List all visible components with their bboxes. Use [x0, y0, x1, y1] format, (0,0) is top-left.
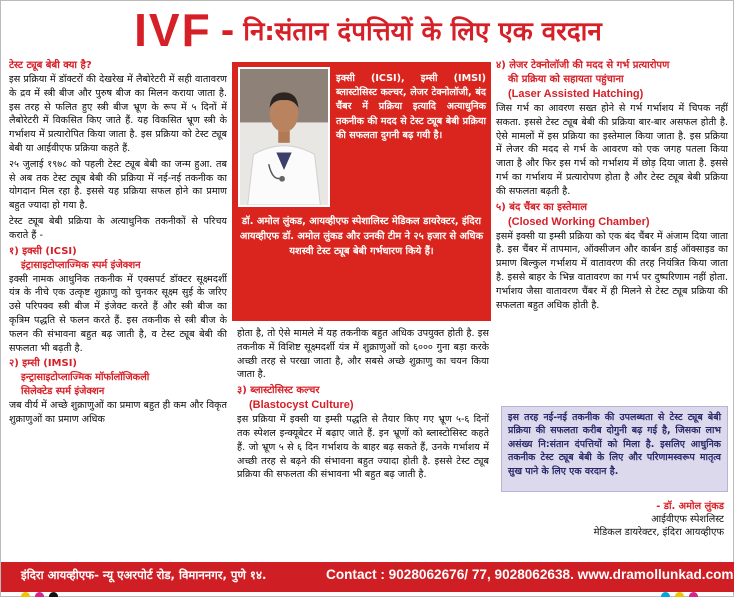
registration-dot: [35, 592, 44, 597]
section-english-heading: (Blastocyst Culture): [249, 399, 354, 412]
signature-title: मेडिकल डायरेक्टर, इंदिरा आयव्हीएफ: [593, 527, 724, 538]
section-heading-imsi: २) इम्सी (IMSI): [9, 358, 77, 370]
footer-contact: Contact : 9028062676/ 77, 9028062638. www.dramollunkad.com: [326, 567, 734, 582]
article-text: [496, 102, 728, 199]
headline-ivf: IVF: [134, 4, 212, 56]
section-subheading: सिलेक्टेड स्पर्म इंजेक्शन: [21, 386, 105, 398]
headline-dash: -: [220, 7, 235, 52]
signature-name: - डॉ. अमोल लुंकड: [656, 501, 724, 512]
section-heading-laser: ४) लेजर टेक्नोलॉजी की मदद से गर्भ प्रत्यारोपण: [496, 60, 670, 71]
article-text: [496, 230, 728, 313]
article-text: [9, 273, 227, 356]
section-subheading: इंट्रासाइटोप्लाज्मिक स्पर्म इंजेक्शन: [21, 259, 141, 271]
doctor-feature-box: [232, 62, 491, 321]
paragraph: जब वीर्य में अच्छे शुक्राणुओं का प्रमाण बहुत ही कम और विकृत शुक्राणुओं का प्रमाण अधिक: [9, 400, 227, 426]
registration-dot: [49, 592, 58, 597]
registration-dot: [661, 592, 670, 597]
article-text: [237, 327, 489, 382]
article-text: [9, 399, 227, 427]
signature-title: आईवीएफ स्पेशलिस्ट: [651, 514, 724, 525]
section-english-heading: (Closed Working Chamber): [508, 215, 650, 228]
doctor-photo: [238, 67, 330, 207]
paragraph: इस प्रक्रिया में डॉक्टरों की देखरेख में लैबोरेटरी में सही वातावरण के द्रव में स्त्री बीज और पुरुष बीज का मिलन कराया जाता है. इस तरह से फलित हुए स्त्री बीज भ्रूण के रूप में ५ दिनों में लैबोरेटरी में विकसित किए जाते हैं. यह विकसित भ्रूण स्त्री के गर्भाशय में प्रत्यारोपित किया जाता है. इस प्रक्रिया को टेस्ट ट्यूब बेबी या आईवीएफ प्रक्रिया कहते हैं.: [9, 74, 227, 154]
paragraph: इसमें इक्सी या इम्सी प्रक्रिया को एक बंद चैंबर में अंजाम दिया जाता है. इस चैंबर में तापमान, ऑक्सीजन और कार्बन डाई ऑक्साइड का प्रमाण बिल्कुल गर्भाशय में वातावरण की तरह नियंत्रित किया जाता है. इससे बाहर के भिन्न वातावरण का गर्भ पर दुष्परिणाम नहीं होता. गर्भाशय जैसा वातावरण चैंबर में ही मिलने से टेस्ट ट्यूब प्रक्रिया की सफलता बहुत अधिक होती है.: [496, 230, 728, 311]
highlight-text: इस तरह नई-नई तकनीक की उपलब्धता से टेस्ट ट्यूब बेबी प्रक्रिया की सफलता करीब दोगुनी बढ़ गई है, जिसका लाभ असंख्य नि:संतान दंपत्तियों को मिला है. इसलिए आधुनिक तकनीक टेस्ट ट्यूब बेबी के लिए और परिणामस्वरूप मातृत्व सुख पाने के लिए एक वरदान है.: [508, 412, 721, 477]
paragraph: टेस्ट ट्यूब बेबी प्रक्रिया के अत्याधुनिक तकनीकों से परिचय कराते हैं -: [9, 215, 227, 241]
paragraph: होता है, तो ऐसे मामले में यह तकनीक बहुत अधिक उपयुक्त होती है. इस तकनीक में विशिष्ट सूक्ष्मदर्शी यंत्र में शुक्राणुओं को ६००० गुना बड़ा करके अच्छी तरह से परखा जाता है, और सबसे अच्छे शुक्राणु का चयन किया जाता है.: [237, 328, 489, 381]
section-heading-icsi: १) इक्सी (ICSI): [9, 245, 77, 257]
highlight-box: [501, 406, 728, 492]
paragraph: जिस गर्भ का आवरण सख्त होने से गर्भ गर्भाशय में चिपक नहीं सकता. इससे टेस्ट ट्यूब बेबी की प्रक्रिया बार-बार असफल होती है. ऐसे मामलों में इस प्रक्रिया का इस्तेमाल किया जाता है. इस प्रक्रिया में लेजर की मदद से गर्भ के आवरण को एक जगह पतला किया जाता है और फिर इस गर्भ को गर्भाशय में छोड़ दिया जाता है. इससे गर्भ का गर्भाशय में प्रत्यारोपण होता है और टेस्ट ट्यूब बेबी प्रक्रिया की सफलता बढ़ती है.: [496, 103, 728, 197]
registration-dot: [675, 592, 684, 597]
paragraph: २५ जुलाई १९७८ को पहली टेस्ट ट्यूब बेबी का जन्म हुआ. तब से अब तक टेस्ट ट्यूब बेबी की प्रक्रिया में नई-नई तकनीक का योगदान मिल रहा है. इससे यह प्रक्रिया सफल होने का प्रमाण बहुत ज्यादा हो गया है.: [9, 158, 227, 212]
headline: [1, 3, 734, 57]
column-middle: [237, 327, 489, 556]
section-heading-chamber: ५) बंद चैंबर का इस्तेमाल: [496, 201, 587, 213]
article-text: [237, 413, 489, 482]
registration-dot: [21, 592, 30, 597]
section-heading-blastocyst: ३) ब्लास्टोसिस्ट कल्चर: [237, 385, 320, 397]
section-english-heading: (Laser Assisted Hatching): [508, 88, 644, 100]
question-heading: टेस्ट ट्यूब बेबी क्या है?: [9, 60, 92, 71]
signature-block: [506, 500, 724, 539]
section-heading-laser-cont: की प्रक्रिया को सहायता पहुंचाना: [508, 74, 624, 85]
section-subheading: इन्ट्रासाइटोप्लाज्मिक मॉर्फालॉजिकली: [21, 372, 150, 384]
article-text: [9, 73, 227, 243]
feature-intro-text: इक्सी (ICSI), इम्सी (IMSI) ब्लास्टोसिस्ट कल्चर, लेजर टेक्नोलॉजी, बंद चैंबर में प्रक्रिया इत्यादि अत्याधुनिक तकनीक की मदद से टेस्ट ट्यूब बेबी प्रक्रिया की सफलता दुगनी बढ़ गयी है।: [336, 73, 486, 141]
headline-hindi: नि:संतान दंपत्तियों के लिए एक वरदान: [243, 17, 602, 47]
footer-bar: [1, 562, 734, 592]
footer-address: इंदिरा आयव्हीएफ- न्यू एअरपोर्ट रोड, विमाननगर, पुणे १४.: [21, 568, 267, 582]
paragraph: इक्सी नामक आधुनिक तकनीक में एक्सपर्ट डॉक्टर सूक्ष्मदर्शी यंत्र के नीचे एक उत्कृष्ट शुक्राणु को चुनकर सूक्ष्म सुई के जरिए उसे परिपक्व स्त्री बीज में इंजेक्ट करते हैं और स्त्री बीज का कृत्रिम पद्धति से फलन करते हैं. इस तकनीक से स्त्री बीज के फलन की संभावना बहुत बढ़ जाती है, व टेस्ट ट्यूब बेबी की सफलता भी बढ़ती है.: [9, 273, 227, 354]
column-left: [9, 59, 227, 556]
paragraph: इस प्रक्रिया में इक्सी या इम्सी पद्धति से तैयार किए गए भ्रूण ५-६ दिनों तक स्पेशल इन्क्यूबेटर में बढ़ाए जाते हैं. इन भ्रूणों को ब्लास्टोसिस्ट कहते हैं. जो भ्रूण ५ से ६ दिन गर्भाशय के बाहर बढ़ सकते हैं, उनके गर्भाशय में अच्छी तरह से बढ़ने की संभावना बहुत ज्यादा होती है. इससे टेस्ट ट्यूब प्रक्रिया की सफलता की संभावना भी बहुत बढ़ जाती है.: [237, 414, 489, 481]
registration-dot: [689, 592, 698, 597]
doctor-note: डॉ. अमोल लुंकड, आयव्हीएफ स्पेशालिस्ट मेडिकल डायरेक्टर, इंदिरा आयव्हीएफ डॉ. अमोल लुंकड और उनकी टीम ने २५ हजार से अधिक यशस्वी टेस्ट ट्यूब बेबी गर्भधारण किये हैं।: [239, 216, 484, 257]
